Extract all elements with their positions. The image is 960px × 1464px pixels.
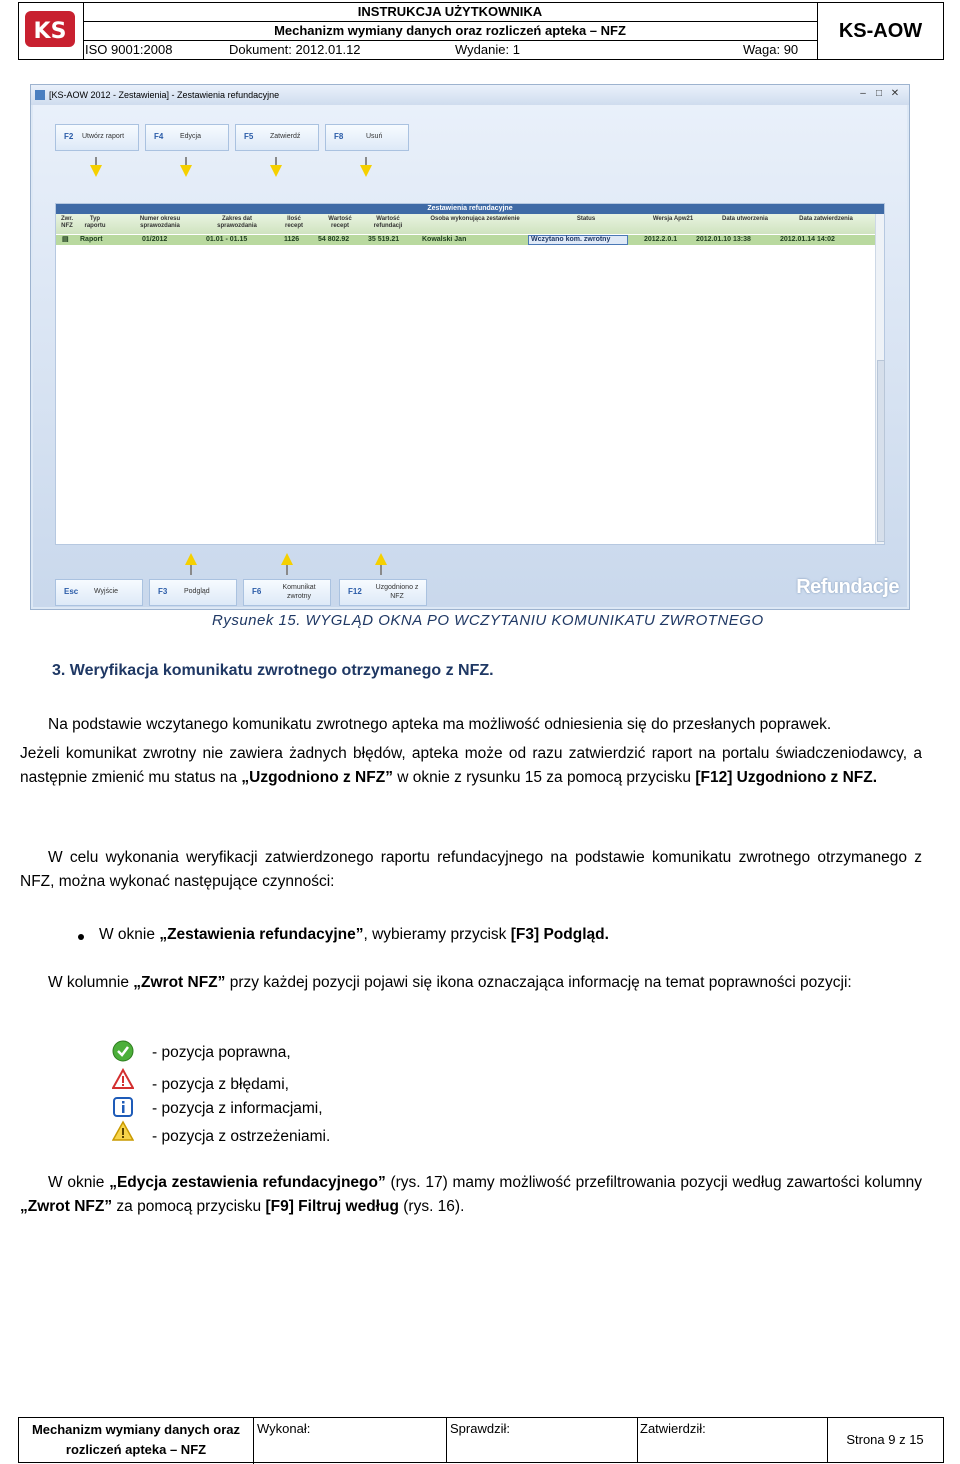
up-arrow-icon (375, 553, 387, 565)
column-header: Zakres dat sprawozdania (217, 216, 257, 229)
iso-label: ISO 9001:2008 (85, 42, 173, 57)
cell-approved: 2012.01.14 14:02 (780, 236, 835, 243)
arrow-stem (190, 565, 192, 575)
paragraph-3: W celu wykonania weryfikacji zatwierdzonego raportu refundacyjnego na podstawie komunikatu zwrotnego otrzymanego z NFZ, można wykonać następujące czynności: (20, 849, 922, 890)
check-icon (112, 1040, 134, 1062)
edit-button[interactable]: F4 Edycja (145, 124, 229, 151)
cell-type: Raport (80, 236, 103, 243)
arrow-stem (380, 565, 382, 575)
warning-icon (112, 1120, 134, 1142)
cell-person: Kowalski Jan (422, 236, 467, 243)
footer-checked: Sprawdził: (447, 1418, 638, 1462)
weight-label: Waga: 90 (743, 42, 799, 57)
edition-label: Wydanie: 1 (455, 42, 520, 57)
app-window-screenshot (30, 84, 910, 610)
figure-caption: Rysunek 15. WYGLĄD OKNA PO WCZYTANIU KOMUNIKATU ZWROTNEGO (212, 612, 764, 629)
doc-type-title: INSTRUKCJA UŻYTKOWNIKA (83, 3, 817, 22)
up-arrow-icon (185, 553, 197, 565)
company-logo (19, 3, 84, 59)
info-icon (112, 1096, 134, 1118)
doc-subject-title: Mechanizm wymiany danych oraz rozliczeń apteka – NFZ (83, 22, 817, 41)
scrollbar-thumb[interactable] (877, 360, 885, 542)
page-header (18, 2, 944, 60)
window-titlebar (31, 85, 909, 105)
cell-refund: 35 519.21 (368, 236, 400, 243)
footer-done: Wykonał: (254, 1418, 447, 1462)
column-header: Data zatwierdzenia (799, 216, 853, 222)
error-icon (112, 1068, 134, 1090)
create-report-button[interactable]: F2 Utwórz raport (55, 124, 139, 151)
delete-button[interactable]: F8 Usuń (325, 124, 409, 151)
page-number: Strona 9 z 15 (846, 1432, 924, 1447)
maximize-icon[interactable]: □ (875, 88, 883, 99)
preview-button[interactable]: F3 Podgląd (149, 579, 237, 606)
paragraph-1: Na podstawie wczytanego komunikatu zwrotnego apteka ma możliwość odniesienia się do przesłanych poprawek. (48, 716, 832, 733)
footer-approved: Zatwierdził: (637, 1418, 828, 1462)
page-footer (18, 1417, 944, 1463)
column-header: Status (576, 216, 596, 222)
section-heading: 3. Weryfikacja komunikatu zwrotnego otrzymanego z NFZ. (52, 662, 494, 679)
agreed-with-nfz-button[interactable]: F12 Uzgodniono z NFZ (339, 579, 427, 606)
down-arrow-icon (180, 165, 192, 177)
column-header: Data utworzenia (721, 216, 768, 222)
grid-caption: Zestawienia refundacyjne (56, 204, 884, 214)
document-icon: ▤ (62, 236, 69, 243)
window-title: [KS-AOW 2012 - Zestawienia] - Zestawienia refundacyjne (49, 90, 280, 100)
cell-date-range: 01.01 - 01.15 (206, 236, 248, 243)
bullet-icon (78, 934, 84, 940)
arrow-stem (286, 565, 288, 575)
cell-version: 2012.2.0.1 (644, 236, 678, 243)
module-brand: Refundacje (796, 576, 899, 598)
column-header: Numer okresu sprawozdania (139, 216, 181, 229)
svg-text:KS: KS (33, 19, 67, 44)
paragraph-2: Jeżeli komunikat zwrotny nie zawiera żadnych błędów, apteka może od razu zatwierdzić raport na portalu świadczeniodawcy, a następnie zmienić mu status na „Uzgodniono z NFZ” w oknie z rysunku 15 za pomocą przycisku [F12] Uzgodniono z NFZ. (20, 745, 922, 786)
down-arrow-icon (90, 165, 102, 177)
approve-button[interactable]: F5 Zatwierdź (235, 124, 319, 151)
table-row[interactable] (56, 235, 884, 245)
column-header: Wersja Apw21 (652, 216, 694, 222)
footer-title: Mechanizm wymiany danych oraz rozliczeń apteka – NFZ (19, 1418, 254, 1464)
paragraph-5: W oknie „Edycja zestawienia refundacyjnego” (rys. 17) mamy możliwość przefiltrowania pozycji według zawartości kolumny „Zwrot NFZ” za pomocą przycisku [F9] Filtruj według (rys. 16). (20, 1174, 922, 1215)
cell-status: Wczytano kom. zwrotny (528, 235, 628, 245)
document-label: Dokument: 2012.01.12 (229, 42, 361, 57)
reports-grid[interactable] (55, 203, 885, 545)
column-header: Osoba wykonująca zestawienie (430, 216, 520, 222)
grid-header-row (56, 214, 884, 234)
minimize-icon[interactable]: – (860, 88, 866, 99)
exit-button[interactable]: Esc Wyjście (55, 579, 143, 606)
return-message-button[interactable]: F6 Komunikat zwrotny (243, 579, 331, 606)
down-arrow-icon (360, 165, 372, 177)
column-header: Ilość recept (284, 216, 303, 229)
cell-created: 2012.01.10 13:38 (696, 236, 751, 243)
close-icon[interactable]: ✕ (890, 88, 900, 99)
column-header: Zwr. NFZ (60, 216, 73, 229)
column-header: Typ raportu (84, 216, 106, 229)
cell-period: 01/2012 (142, 236, 168, 243)
down-arrow-icon (270, 165, 282, 177)
column-header: Wartość recept (328, 216, 352, 229)
product-code: KS-AOW (838, 20, 923, 42)
paragraph-4: W kolumnie „Zwrot NFZ” przy każdej pozycji pojawi się ikona oznaczająca informację na temat poprawności pozycji: (48, 974, 852, 991)
up-arrow-icon (281, 553, 293, 565)
grid-scrollbar[interactable] (875, 214, 884, 544)
column-header: Wartość refundacji (373, 216, 403, 229)
cell-count: 1126 (284, 236, 300, 243)
cell-value: 54 802.92 (318, 236, 350, 243)
app-icon (35, 90, 45, 100)
